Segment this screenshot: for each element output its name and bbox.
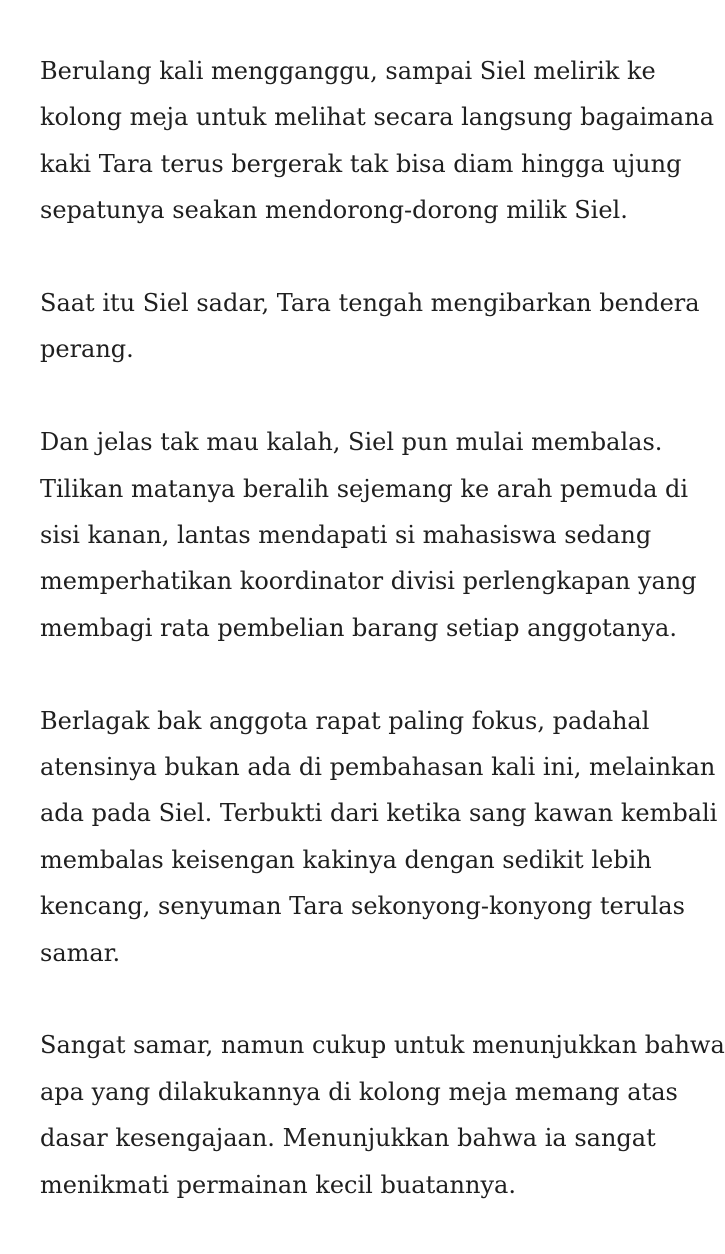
paragraph-1: [40, 48, 715, 234]
text-line: sepatunya seakan mendorong-dorong milik Siel.: [40, 196, 628, 225]
text-line: Sangat samar, namun cukup untuk menunjukkan bahwa: [40, 1031, 725, 1060]
story-text: [40, 48, 725, 1254]
paragraph-3: [40, 419, 710, 651]
paragraph-2: [40, 280, 710, 373]
text-line: ada pada Siel. Terbukti dari ketika sang kawan kembali: [40, 799, 718, 828]
paragraph-4: [40, 698, 718, 976]
text-line: dasar kesengajaan. Menunjukkan bahwa ia sangat: [40, 1124, 656, 1153]
text-line: memperhatikan koordinator divisi perlengkapan yang: [40, 567, 697, 596]
text-line: membalas keisengan kakinya dengan sedikit lebih: [40, 845, 652, 874]
text-line: menikmati permainan kecil buatannya.: [40, 1170, 516, 1199]
text-line: membagi rata pembelian barang setiap anggotanya.: [40, 613, 677, 642]
text-line: kaki Tara terus bergerak tak bisa diam hingga ujung: [40, 149, 682, 178]
text-line: Saat itu Siel sadar, Tara tengah mengibarkan bendera: [40, 289, 700, 318]
text-line: Dan jelas tak mau kalah, Siel pun mulai membalas.: [40, 428, 663, 457]
text-line: Berlagak bak anggota rapat paling fokus, padahal: [40, 706, 650, 735]
text-line: sisi kanan, lantas mendapati si mahasiswa sedang: [40, 521, 652, 550]
text-line: atensinya bukan ada di pembahasan kali ini, melainkan: [40, 753, 716, 782]
text-line: Berulang kali mengganggu, sampai Siel melirik ke: [40, 57, 656, 85]
text-line: samar.: [40, 938, 121, 967]
text-line: apa yang dilakukannya di kolong meja memang atas: [40, 1077, 678, 1106]
paragraph-5: [40, 1022, 725, 1208]
text-line: Tilikan matanya beralih sejemang ke arah pemuda di: [40, 474, 689, 503]
text-line: perang.: [40, 335, 134, 364]
text-line: kencang, senyuman Tara sekonyong-konyong terulas: [40, 892, 685, 921]
text-line: kolong meja untuk melihat secara langsung bagaimana: [40, 103, 715, 132]
